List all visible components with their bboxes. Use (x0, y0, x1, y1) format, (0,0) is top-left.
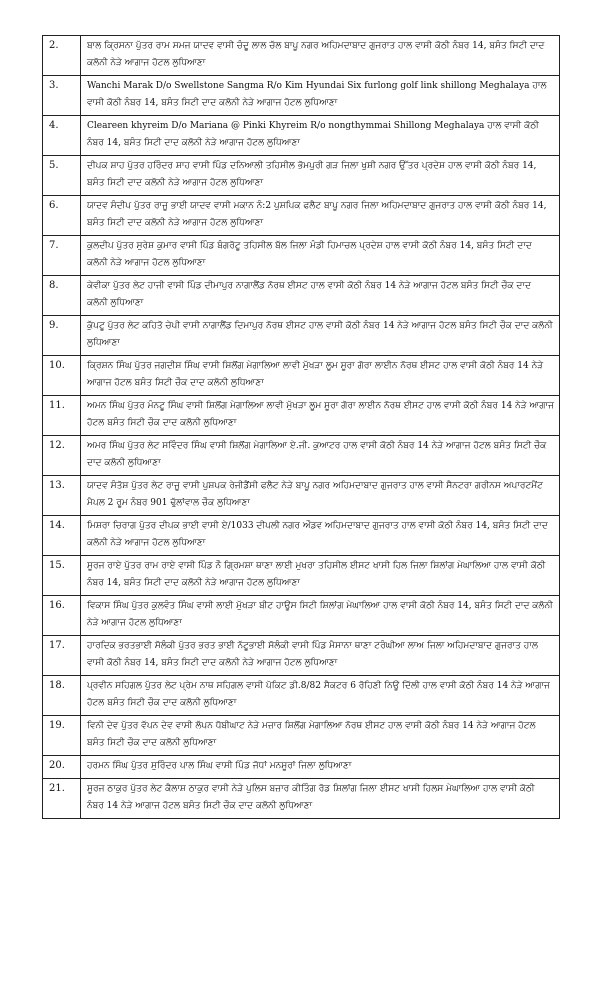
table-row (43, 779, 560, 819)
row-text: ਕੁਲਦੀਪ ਪੁੱਤਰ ਸੁਰੇਸ਼ ਕੁਮਾਰ ਵਾਸੀ ਪਿੰਡ ਬੰਗਰੋਟੂ ਤਹਿਸੀਲ ਬੱਲ ਜਿਲਾ ਮੰਡੀ ਹਿਮਾਚਲ ਪ੍ਰਦੇਸ਼ ਹਾਲ ਵਾਸੀ ਕੋਠੀ ਨੰਬਰ 14, ਬਸੰਤ ਸਿਟੀ ਦਾਦ ਕਲੋਨੀ ਨੇੜੇ ਆਗਾਜ ਹੋਟਲ ਲੁਧਿਆਣਾ (81, 236, 560, 276)
row-text: ਕੇਵੀਕਾ ਪੁੱਤਰ ਲੇਟ ਹਾਜੀ ਵਾਸੀ ਪਿੰਡ ਦੀਮਾਪੁਰ ਨਾਗਾਲੈਂਡ ਨੋਰਥ ਈਸਟ ਹਾਲ ਵਾਸੀ ਕੋਠੀ ਨੰਬਰ 14 ਨੇੜੇ ਆਗਾਜ ਹੋਟਲ ਬਸੰਤ ਸਿਟੀ ਚੌਕ ਦਾਦ ਕਲੋਨੀ ਲੁਧਿਆਣਾ (81, 276, 560, 316)
row-text: ਮਿਸ਼ਰਾ ਚਿਰਾਗ ਪੁੱਤਰ ਦੀਪਕ ਭਾਈ ਵਾਸੀ ਏ/1033 ਦੀਪਲੀ ਨਗਰ ਔਡਵ ਅਹਿਮਦਾਬਾਦ ਗੁਜਰਾਤ ਹਾਲ ਵਾਸੀ ਕੋਠੀ ਨੰਬਰ 14, ਬਸੰਤ ਸਿਟੀ ਦਾਦ ਕਲੋਨੀ ਨੇੜੇ ਆਗਾਜ ਹੋਟਲ ਲੁਧਿਆਣਾ (81, 516, 560, 556)
row-text: ਅਮਰ ਸਿੰਘ ਪੁੱਤਰ ਲੇਟ ਸਵਿੰਦਰ ਸਿੰਘ ਵਾਸੀ ਸ਼ਿਲੋਂਗ ਮੇਗਾਲਿਆ ਏ.ਜੀ. ਕੁਆਟਰ ਹਾਲ ਵਾਸੀ ਕੋਠੀ ਨੰਬਰ 14 ਨੇੜੇ ਆਗਾਜ ਹੋਟਲ ਬਸੰਤ ਸਿਟੀ ਚੌਕ ਦਾਦ ਕਲੋਨੀ ਲੁਧਿਆਣਾ (81, 436, 560, 476)
row-number: 5. (43, 156, 81, 196)
row-number: 12. (43, 436, 81, 476)
row-number: 10. (43, 356, 81, 396)
row-number: 14. (43, 516, 81, 556)
row-text: ਸੂਰਜ ਠਾਕੁਰ ਪੁੱਤਰ ਲੇਟ ਕੈਲਾਸ਼ ਠਾਕੁਰ ਵਾਸੀ ਨੇੜੇ ਪੁਲਿਸ ਬਜ਼ਾਰ ਕੀਤਿੰਗ ਰੋਡ ਸ਼ਿਲਾਂਗ ਜਿਲਾ ਈਸਟ ਖਾਸੀ ਹਿਲਸ ਮੇਘਾਲਿਆ ਹਾਲ ਵਾਸੀ ਕੋਠੀ ਨੰਬਰ 14 ਨੇੜੇ ਆਗਾਜ ਹੋਟਲ ਬਸੰਤ ਸਿਟੀ ਚੌਕ ਦਾਦ ਕਲੋਨੀ ਲੁਧਿਆਣਾ (81, 779, 560, 819)
table-row (43, 316, 560, 356)
table-row (43, 756, 560, 779)
table-row (43, 76, 560, 116)
row-text: ਸੂਰਜ ਰਾਏ ਪੁੱਤਰ ਰਾਮ ਰਾਏ ਵਾਸੀ ਪਿੰਡ ਨੌ ਗ੍ਰਿਮਸ਼ਾ ਥਾਣਾ ਲਾਈ ਮੁਖਰਾ ਤਹਿਸੀਲ ਈਸਟ ਖਾਸੀ ਹਿਲ ਜਿਲਾ ਸ਼ਿਲਾਂਗ ਮੇਘਾਲਿਆ ਹਾਲ ਵਾਸੀ ਕੋਠੀ ਨੰਬਰ 14, ਬਸੰਤ ਸਿਟੀ ਦਾਦ ਕਲੋਨੀ ਨੇੜੇ ਆਗਾਜ ਹੋਟਲ ਲੁਧਿਆਣਾ (81, 556, 560, 596)
table-row (43, 276, 560, 316)
table-row (43, 636, 560, 676)
row-number: 13. (43, 476, 81, 516)
table-row (43, 156, 560, 196)
table-row (43, 436, 560, 476)
table-row (43, 396, 560, 436)
row-text: ਵਿਕਾਸ ਸਿੰਘ ਪੁੱਤਰ ਕੁਲਵੰਤ ਸਿੰਘ ਵਾਸੀ ਲਾਈ ਮੁੱਖੜਾ ਬੀਟ ਹਾਊਸ ਸਿਟੀ ਸ਼ਿਲਾਂਗ ਮੇਘਾਲਿਆ ਹਾਲ ਵਾਸੀ ਕੋਠੀ ਨੰਬਰ 14, ਬਸੰਤ ਸਿਟੀ ਦਾਦ ਕਲੋਨੀ ਨੇੜੇ ਆਗਾਜ ਹੋਟਲ ਲੁਧਿਆਣਾ (81, 596, 560, 636)
row-text: ਪ੍ਰਵੀਨ ਸਹਿਗਲ ਪੁੱਤਰ ਲੇਟ ਪ੍ਰੇਮ ਨਾਥ ਸਹਿਗਲ ਵਾਸੀ ਪੋਕਿਟ ਡੀ.8/82 ਸੈਕਟਰ 6 ਰੋਹਿਣੀ ਨਿਊ ਦਿੱਲੀ ਹਾਲ ਵਾਸੀ ਕੋਠੀ ਨੰਬਰ 14 ਨੇੜੇ ਆਗਾਜ ਹੋਟਲ ਬਸੰਤ ਸਿਟੀ ਚੌਕ ਦਾਦ ਕਲੋਨੀ ਲੁਧਿਆਣਾ (81, 676, 560, 716)
row-number: 4. (43, 116, 81, 156)
row-number: 17. (43, 636, 81, 676)
row-number: 2. (43, 36, 81, 76)
table-row (43, 556, 560, 596)
row-text: ਵਿਨੀ ਦੇਵ ਪੁੱਤਰ ਵੱਪਨ ਦੇਵ ਵਾਸੀ ਲੱਪਨ ਧੋਬੀਘਾਟ ਨੇੜੇ ਮਜ਼ਾਰ ਸ਼ਿਲੋਂਗ ਮੇਗਾਲਿਆ ਨੋਰਥ ਈਸਟ ਹਾਲ ਵਾਸੀ ਕੋਠੀ ਨੰਬਰ 14 ਨੇੜੇ ਆਗਾਜ ਹੋਟਲ ਬਸੰਤ ਸਿਟੀ ਚੌਕ ਦਾਦ ਕਲੋਨੀ ਲੁਧਿਆਣਾ (81, 716, 560, 756)
row-number: 8. (43, 276, 81, 316)
row-text: ਕੁੱਪਟੂ ਪੁੱਤਰ ਲੇਟ ਕਹਿਤੋ ਚੇਪੀ ਵਾਸੀ ਨਾਗਾਲੈਂਡ ਦਿਮਾਪੁਰ ਨੋਰਥ ਈਸਟ ਹਾਲ ਵਾਸੀ ਕੋਠੀ ਨੰਬਰ 14 ਨੇੜੇ ਆਗਾਜ ਹੋਟਲ ਬਸੰਤ ਸਿਟੀ ਚੌਕ ਦਾਦ ਕਲੋਨੀ ਲੁਧਿਆਣਾ (81, 316, 560, 356)
table-row (43, 356, 560, 396)
row-number: 19. (43, 716, 81, 756)
row-text: ਕ੍ਰਿਸ਼ਨ ਸਿੰਘ ਪੁੱਤਰ ਜਗਦੀਸ਼ ਸਿੰਘ ਵਾਸੀ ਸ਼ਿਲੋਂਗ ਮੇਗਾਲਿਆ ਲਾਵੀ ਮੁੱਖੜਾ ਲੂਮ ਸੂਰਾ ਗੋਰਾ ਲਾਈਨ ਨੋਰਥ ਈਸਟ ਹਾਲ ਵਾਸੀ ਕੋਠੀ ਨੰਬਰ 14 ਨੇੜੇ ਆਗਾਜ ਹੋਟਲ ਬਸੰਤ ਸਿਟੀ ਚੌਕ ਦਾਦ ਕਲੋਨੀ ਲੁਧਿਆਣਾ (81, 356, 560, 396)
accused-list-table (42, 35, 560, 819)
table-row (43, 596, 560, 636)
table-row (43, 476, 560, 516)
table-row (43, 676, 560, 716)
table-row (43, 36, 560, 76)
table-row (43, 516, 560, 556)
row-number: 7. (43, 236, 81, 276)
row-number: 21. (43, 779, 81, 819)
row-number: 9. (43, 316, 81, 356)
row-number: 16. (43, 596, 81, 636)
row-number: 11. (43, 396, 81, 436)
row-text: Cleareen khyreim D/o Mariana @ Pinki Khyreim R/o nongthymmai Shillong Meghalaya ਹਾਲ ਵਾਸੀ ਕੋਠੀ ਨੰਬਰ 14, ਬਸੰਤ ਸਿਟੀ ਦਾਦ ਕਲੋਨੀ ਨੇੜੇ ਆਗਾਜ ਹੋਟਲ ਲੁਧਿਆਣਾ (81, 116, 560, 156)
row-text: ਅਮਨ ਸਿੰਘ ਪੁੱਤਰ ਮੰਨਟੂ ਸਿੰਘ ਵਾਸੀ ਸ਼ਿਲੋਂਗ ਮੇਗਾਲਿਆ ਲਾਵੀ ਮੁੱਖੜਾ ਲੂਮ ਸੂਰਾ ਗੋਰਾ ਲਾਈਨ ਨੋਰਥ ਈਸਟ ਹਾਲ ਵਾਸੀ ਕੋਠੀ ਨੰਬਰ 14 ਨੇੜੇ ਆਗਾਜ ਹੋਟਲ ਬਸੰਤ ਸਿਟੀ ਚੌਕ ਦਾਦ ਕਲੋਨੀ ਲੁਧਿਆਣਾ (81, 396, 560, 436)
row-text: ਯਾਦਵ ਸੰਤੋਸ਼ ਪੁੱਤਰ ਲੇਟ ਰਾਜੂ ਵਾਸੀ ਪੁਸ਼ਪਕ ਰੇਜੀਡੈਂਸੀ ਫਲੈਟ ਨੇੜੇ ਬਾਪੂ ਨਗਰ ਅਹਿਮਦਾਬਾਦ ਗੁਜਰਾਤ ਹਾਲ ਵਾਸੀ ਸੈਨਟਰਾ ਗਰੀਨਸ ਅਪਾਰਟਮੈਂਟ ਮੈਪਲ 2 ਰੂਮ ਨੰਬਰ 901 ਢੁੱਲਾਂਵਾਲ ਚੌਕ ਲੁਧਿਆਣਾ (81, 476, 560, 516)
table-row (43, 116, 560, 156)
row-text: Wanchi Marak D/o Swellstone Sangma R/o Kim Hyundai Six furlong golf link shillong Meghalaya ਹਾਲ ਵਾਸੀ ਕੋਠੀ ਨੰਬਰ 14, ਬਸੰਤ ਸਿਟੀ ਦਾਦ ਕਲੋਨੀ ਨੇੜੇ ਆਗਾਜ ਹੋਟਲ ਲੁਧਿਆਣਾ (81, 76, 560, 116)
table-row (43, 236, 560, 276)
row-text: ਹਾਰਦਿਕ ਭਰਤਭਾਈ ਸੋਲੰਕੀ ਪੁੱਤਰ ਭਰਤ ਭਾਈ ਨੱਟੂਭਾਈ ਸੋਲੰਕੀ ਵਾਸੀ ਪਿੰਡ ਮੈਸਾਨਾ ਥਾਣਾ ਟਰੰਘੀਆ ਲਾਅ ਜਿਲਾ ਅਹਿਮਦਾਬਾਦ ਗੁਜਰਾਤ ਹਾਲ ਵਾਸੀ ਕੋਠੀ ਨੰਬਰ 14, ਬਸੰਤ ਸਿਟੀ ਦਾਦ ਕਲੋਨੀ ਨੇੜੇ ਆਗਾਜ ਹੋਟਲ ਲੁਧਿਆਣਾ (81, 636, 560, 676)
row-number: 3. (43, 76, 81, 116)
row-text: ਦੀਪਕ ਸ਼ਾਹ ਪੁੱਤਰ ਹਰਿੰਦਰ ਸ਼ਾਹ ਵਾਸੀ ਪਿੰਡ ਦਨਿਆਲੀ ਤਹਿਸੀਲ ਭੋਮਪੁਰੀ ਗੜ ਜਿਲਾ ਖੁਸ਼ੀ ਨਗਰ ਉੱਤਰ ਪ੍ਰਦੇਸ਼ ਹਾਲ ਵਾਸੀ ਕੋਠੀ ਨੰਬਰ 14, ਬਸੰਤ ਸਿਟੀ ਦਾਦ ਕਲੋਨੀ ਨੇੜੇ ਆਗਾਜ ਹੋਟਲ ਲੁਧਿਆਣਾ (81, 156, 560, 196)
table-row (43, 196, 560, 236)
row-text: ਹਰਮਨ ਸਿੰਘ ਪੁੱਤਰ ਸੁਰਿੰਦਰ ਪਾਲ ਸਿੰਘ ਵਾਸੀ ਪਿੰਡ ਜੋਧਾਂ ਮਨਸੂਰਾਂ ਜਿਲਾ ਲੁਧਿਆਣਾ (81, 756, 560, 779)
row-number: 18. (43, 676, 81, 716)
table-body (43, 36, 560, 819)
row-text: ਯਾਦਵ ਸੰਦੀਪ ਪੁੱਤਰ ਰਾਜੂ ਭਾਈ ਯਾਦਵ ਵਾਸੀ ਮਕਾਨ ਨੰ:2 ਪੁਸ਼ਪਿਕ ਫਲੈਟ ਬਾਪੂ ਨਗਰ ਜਿਲਾ ਅਹਿਮਦਾਬਾਦ ਗੁਜਰਾਤ ਹਾਲ ਵਾਸੀ ਕੋਠੀ ਨੰਬਰ 14, ਬਸੰਤ ਸਿਟੀ ਦਾਦ ਕਲੋਨੀ ਨੇੜੇ ਆਗਾਜ ਹੋਟਲ ਲੁਧਿਆਣਾ (81, 196, 560, 236)
row-text: ਬਾਲ ਕ੍ਰਿਸਨਾ ਪੁੱਤਰ ਰਾਮ ਸਮਜ ਯਾਦਵ ਵਾਸੀ ਚੰਦੂ ਲਾਲ ਚੱਲ ਬਾਪੂ ਨਗਰ ਅਹਿਮਦਾਬਾਦ ਗੁਜਰਾਤ ਹਾਲ ਵਾਸੀ ਕੋਠੀ ਨੰਬਰ 14, ਬਸੰਤ ਸਿਟੀ ਦਾਦ ਕਲੋਨੀ ਨੇੜੇ ਆਗਾਜ ਹੋਟਲ ਲੁਧਿਆਣਾ (81, 36, 560, 76)
table-row (43, 716, 560, 756)
row-number: 20. (43, 756, 81, 779)
row-number: 6. (43, 196, 81, 236)
row-number: 15. (43, 556, 81, 596)
